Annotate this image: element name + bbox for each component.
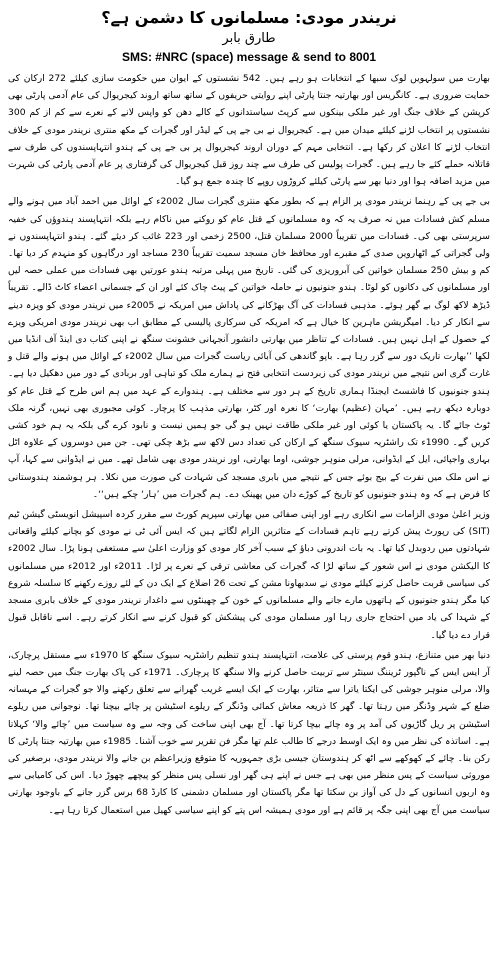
article-author: طارق بابر bbox=[222, 31, 276, 46]
paragraph: دنیا بھر میں متنازع، ہندو قوم پرستی کی علامت، انتہاپسند ہندو تنظیم راشٹریہ سیوک سنگھ کا 1970ء سے مستقل پرچارک، آر ایس ایس کے ناگپور ٹریننگ سینٹر سے تربیت حاصل کرنے والا سنگھ کا پرچارک۔ 1971ء کی پاک بھارت جنگ میں حصہ لینے والا، مرلی منوہر جوشی کی ایکتا یاترا سے متاثر، بھارت کے ایک ایسے غریب گھرانے سے تعلق رکھنے والا جو گجرات کے مہسانہ ضلع کے شہر وڈنگر میں رہتا تھا۔ گھر کا ذریعہ معاش کمائی وڈنگر کے ریلوے اسٹیشن پر چائے بیچنا تھا۔ نوجوانی میں ریلوے اسٹیشن پر ریل گاڑیوں کی آمد پر وہ چائے بیچا کرتا تھا۔ آج بھی اپنی ساخت کی وجہ سے وہ سیاست میں ’چائے والا‘ کہلاتا ہے۔ اساتذہ کی نظر میں وہ ایک اوسط درجے کا طالب علم تھا مگر فن تقریر سے خوب آشنا۔ 1985ء میں بھارتیہ جنتا پارٹی کا رکن بنا۔ چائے کے کھوکھے سے اٹھ کر ہندوستان جیسی بڑی جمہوریہ کا متوقع وزیراعظم بن جانے والا نریندر مودی، برصغیر کی موروثی سیاست کے پس منظر میں بھی ہے جس نے اپنے ہی گھر اور نسلی پس منظر کو پیچھے چھوڑ دیا۔ اس کی کامیابی سے وہ اربوں انسانوں کے دل کی آواز بن سکتا تھا مگر پاکستان اور مسلمان دشمنی کا کارڈ 68 برس گزر جانے کے باوجود بھارتی سیاست میں آج بھی اپنی جگہ پر قائم ہے اور مودی ہمیشہ اس پتے کو اپنے سیاسی کھیل میں استعمال کرتا رہا ہے۔ bbox=[8, 649, 491, 816]
paragraph: وزیر اعلیٰ مودی الزامات سے انکاری رہے اور اپنی صفائی میں بھارتی سپریم کورٹ سے مقرر کردہ اسپیشل انویسٹی گیشن ٹیم (SIT) کی رپورٹ پیش کرتے رہے تاہم فسادات کے متاثرین الزام لگاتے ہیں کہ ایس آئی ٹی نے مودی کو بچانے کیلئے واقعاتی شہادتوں میں ردوبدل کیا تھا۔ یہ بات اندرونی دباؤ کے سبب آخر کار مودی کو وزارت اعلیٰ سے مستعفی ہونا پڑا۔ سال 2002ء کا الیکشن مودی نے اس شعور کے ساتھ لڑا کہ گجرات کی معاشی ترقی کے نعرے پر لڑا۔ 2011ء اور 2012ء میں مسلمانوں کی سیاسی قربت حاصل کرنے کیلئے مودی نے سدبھاونا مشن کے تحت 26 اضلاع کے ایک دن کے لئے روزے رکھنے کا سلسلہ شروع کیا مگر ہندو جنونیوں کے ہاتھوں مارے جانے والے مسلمانوں کے خون کے چھینٹوں سے داغدار نریندر مودی کے خلاف بابری مسجد کے شہدا کی یاد میں احتجاج جاری رہا اور مسلمان مودی کی پیشکش کو قبول کرنے سے انکار کرتے رہے۔ اسے ناقابل قبول قرار دے دیا گیا۔ bbox=[8, 509, 490, 641]
paragraph: بی جے پی کے رہنما نریندر مودی پر الزام ہے کہ بطور مکھ منتری گجرات سال 2002ء کے اوائل میں احمد آباد میں ہونے والے مسلم کش فسادات میں نہ صرف یہ کہ وہ مسلمانوں کے قتل عام کو روکنے میں ناکام رہے بلکہ انتہاپسند ہندوؤں کی خفیہ سرپرستی بھی کی۔ فسادات میں تقریباً 2000 مسلمان قتل، 2500 زخمی اور 223 غائب کر دیئے گئے۔ ہندو انتہاپسندوں نے ولی گجراتی کے اٹھارویں صدی کے مقبرے اور محافظ خان مسجد سمیت تقریباً 230 مساجد اور درگاہوں کو منہدم کر دیا تھا۔ کم و بیش 250 مسلمان خواتین کی آبروریزی کی گئی۔ تاریخ میں پہلی مرتبہ ہندو عورتیں بھی فسادات میں عملی حصہ لیں اور مسلمانوں کی دکانوں کو لوٹا۔ ہندو جنونیوں نے حاملہ خواتین کے پیٹ چاک کئے اور ان کے جسمانی اعضاء کاٹ ڈالے۔ تقریباً ڈیڑھ لاکھ لوگ بے گھر ہوئے۔ مذہبی فسادات کی آگ بھڑکانے کی پاداش میں امریکہ نے 2005ء میں نریندر مودی کو ویزہ دینے سے انکار کر دیا۔ امیگریشن ماہرین کا خیال ہے کہ امریکہ کی سرکاری پالیسی کے مطابق اب بھی نریندر مودی امریکی ویزے کے حصول کے اہل نہیں ہیں۔ فسادات کے تناظر میں بھارتی دانشور آنجہانی خشونت سنگھ نے اپنی کتاب دی اینڈ آف انڈیا میں لکھا ’’بھارت تاریک دور سے گزر رہا ہے۔ باپو گاندھی کی آبائی ریاست گجرات میں سال 2002ء کے اوائل میں ہونے والے قتل و غارت گری اس نتیجے میں نریندر مودی کی زبردست انتخابی فتح نے ہمارے ملک کو تباہی اور بربادی کے دور میں دھکیل دیا ہے۔ ہندو جنونیوں کا فاشسٹ ایجنڈا ہماری تاریخ کے ہر دور سے مختلف ہے۔ ہندوارے کے عہد میں ہم اس طرح کے قتل عام کو دوبارہ دیکھ رہے ہیں۔ ’مہان (عظیم) بھارت‘ کا نعرہ اور کٹر، بھارتی مذہب کا پرچار۔ کوئی مجبوری بھی نہیں، گرنہ ملک ٹوٹ جائے گا۔ یہ پاکستان یا کوئی اور غیر ملکی طاقت نہیں ہو گی جو ہمیں نیست و نابود کرے گی بلکہ یہ ہم خود کشی کریں گے۔ 1990ء تک راشٹریہ سیوک سنگھ کے ارکان کی تعداد دس لاکھ سے بڑھ چکی تھی۔ جن میں دوسروں کے علاوہ اٹل بہاری واجپائی، ایل کے ایڈوانی، مرلی منوہر جوشی، اوما بھارتی، اور نریندر مودی بھی شامل تھے۔ میں نے ایڈوانی سے کہا، آپ نے اس ملک میں نفرت کے بیج بوئے جس کے نتیجے میں بابری مسجد کی شہادت کی صورت میں نکلا۔ ہر ہوشمند ہندوستانی کا فرض ہے کہ وہ ہندو جنونیوں کو تاریخ کے کوڑے دان میں پھینک دے۔ ہم گجرات میں ’ہار‘ چکے ہیں‘‘۔ bbox=[8, 196, 490, 500]
paragraph: بھارت میں سولہویں لوک سبھا کے انتخابات ہو رہے ہیں۔ 542 نشستوں کے ایوان میں حکومت سازی کیلئے 272 ارکان کی حمایت ضروری ہے۔ کانگریس اور بھارتیہ جنتا پارٹی اپنے روایتی حریفوں کے ساتھ ساتھ اروند کیجریوال کی عام آدمی پارٹی بھی کرپشن کے خلاف جنگ اور غیر ملکی بینکوں سے کرپٹ سیاستدانوں کے کالے دھن کو واپس لانے کے نعرے سے کم از کم 300 نشستوں پر انتخاب لڑنے کیلئے میدان میں ہے۔ کیجریوال نے بی جے پی کے لیڈر اور گجرات کے مکھ منتری نریندر مودی کے خلاف انتخاب لڑنے کا اعلان کر رکھا ہے۔ انتخابی مہم کے دوران اروند کیجریوال پر بی جے پی کے ہندو انتہاپسندوں کی طرف سے قاتلانہ حملے کئے جا رہے ہیں۔ گجرات پولیس کی طرف سے چند روز قبل کیجریوال کی گرفتاری پر عام آدمی پارٹی کی شہرت میں مزید اضافہ ہوا اور دنیا بھر سے پارٹی کیلئے کروڑوں روپے کا چندہ جمع ہو گیا۔ bbox=[8, 73, 490, 188]
sms-line: SMS: #NRC (space) message & send to 8001 bbox=[121, 50, 377, 64]
article-title: نریندر مودی: مسلمانوں کا دشمن ہے؟ bbox=[101, 8, 397, 27]
article-body bbox=[8, 70, 490, 819]
